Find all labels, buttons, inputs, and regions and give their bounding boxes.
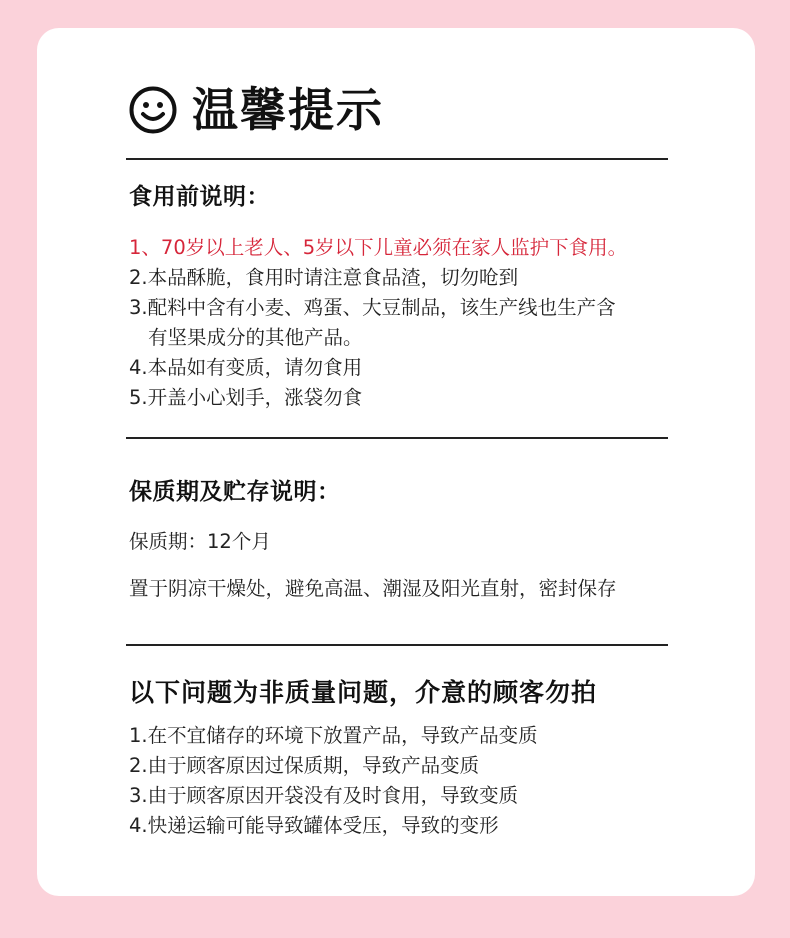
list-item: 4.本品如有变质，请勿食用 (129, 356, 363, 379)
shelf-life-text: 保质期：12个月 (129, 530, 271, 553)
list-item: 3.配料中含有小麦、鸡蛋、大豆制品，该生产线也生产含 有坚果成分的其他产品。 (129, 296, 616, 349)
list-item: 1、70岁以上老人、5岁以下儿童必须在家人监护下食用。 (129, 236, 628, 259)
non-quality-issues-list (129, 721, 538, 841)
section-title-before-eating: 食用前说明： (129, 184, 270, 210)
section-title-storage: 保质期及贮存说明： (129, 479, 341, 505)
section-title-non-quality-issues: 以下问题为非质量问题，介意的顾客勿拍 (129, 678, 598, 707)
list-item: 5.开盖小心划手，涨袋勿食 (129, 386, 363, 409)
before-eating-list (129, 233, 627, 413)
list-item: 2.由于顾客原因过保质期，导致产品变质 (129, 754, 480, 777)
header (128, 82, 384, 138)
list-item: 2.本品酥脆，食用时请注意食品渣，切勿呛到 (129, 266, 519, 289)
divider (126, 158, 668, 160)
storage-text: 置于阴凉干燥处，避免高温、潮湿及阳光直射，密封保存 (129, 577, 617, 600)
page-title: 温馨提示 (192, 83, 384, 137)
divider (126, 437, 668, 439)
smiley-face-icon (128, 85, 178, 135)
notice-card (37, 28, 755, 896)
list-item: 4.快递运输可能导致罐体受压，导致的变形 (129, 814, 499, 837)
list-item: 1.在不宜储存的环境下放置产品，导致产品变质 (129, 724, 538, 747)
list-item: 3.由于顾客原因开袋没有及时食用，导致变质 (129, 784, 519, 807)
divider (126, 644, 668, 646)
